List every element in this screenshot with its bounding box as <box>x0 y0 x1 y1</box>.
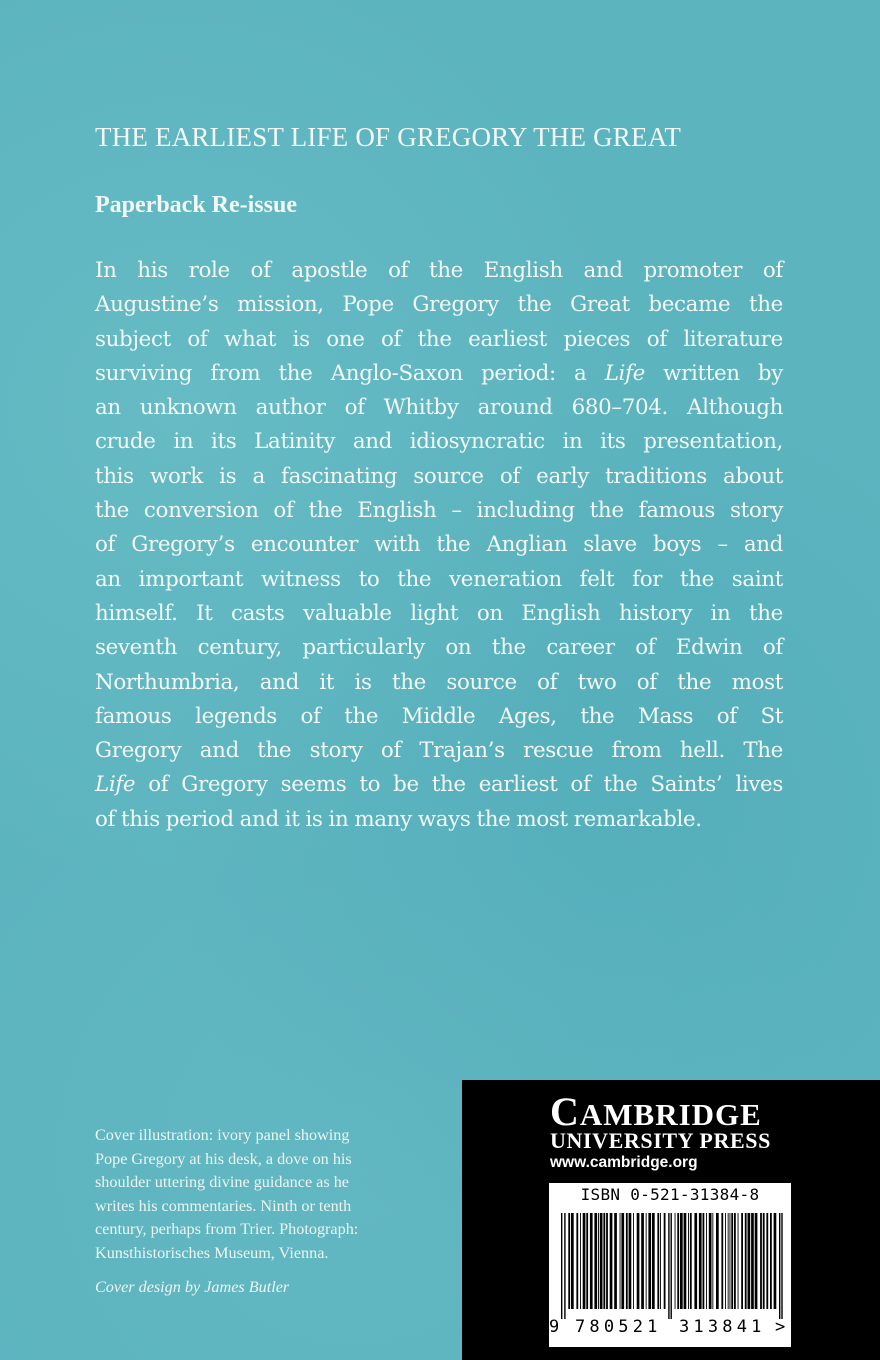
blurb-line: of Gregory’s encounter with the Anglian slave boys – and <box>95 532 783 558</box>
barcode-bar <box>652 1213 655 1309</box>
barcode-bar <box>677 1213 679 1309</box>
barcode-bar <box>657 1213 659 1309</box>
blurb-line: In his role of apostle of the English and promoter of <box>95 258 783 283</box>
blurb-line: Life of Gregory seems to be the earliest of the Saints’ lives <box>95 772 783 798</box>
cover-design-credit: Cover design by James Butler <box>95 1278 290 1296</box>
barcode-bar <box>755 1213 758 1309</box>
barcode-bar <box>734 1213 736 1309</box>
barcode-bar <box>745 1213 747 1309</box>
barcode-bar <box>688 1213 689 1309</box>
barcode-bar <box>730 1213 731 1309</box>
barcode-bar <box>648 1213 651 1309</box>
barcode-bar <box>675 1213 676 1309</box>
barcode-bar <box>576 1213 578 1309</box>
barcode-bar <box>766 1213 768 1309</box>
barcode-bar <box>781 1213 782 1319</box>
barcode-bar <box>664 1213 666 1309</box>
blurb-line: Augustine’s mission, Pope Gregory the Great became the <box>95 292 783 318</box>
barcode-bar <box>770 1213 772 1309</box>
blurb-line: an unknown author of Whitby around 680–704. Although <box>95 395 783 421</box>
barcode-bar <box>626 1213 628 1309</box>
blurb-line: himself. It casts valuable light on English history in the <box>95 600 783 626</box>
barcode-bar <box>606 1213 608 1309</box>
credit-line: Cover illustration: ivory panel showing <box>95 1126 350 1144</box>
barcode-bar <box>621 1213 624 1309</box>
blurb-line: famous legends of the Middle Ages, the Mass of St <box>95 703 783 729</box>
barcode-bar <box>633 1213 634 1309</box>
barcode-bar <box>641 1213 644 1309</box>
barcode-bar <box>614 1213 617 1309</box>
barcode-bar <box>763 1213 765 1309</box>
blurb-line: the conversion of the English – including the famous story <box>95 498 783 524</box>
barcode-bar <box>706 1213 707 1309</box>
barcode-bar <box>709 1213 712 1309</box>
barcode-bar <box>637 1213 640 1309</box>
barcode-bar <box>699 1213 702 1309</box>
barcode-bar <box>590 1213 593 1309</box>
barcode-bar <box>690 1213 692 1309</box>
barcode-bar <box>741 1213 743 1309</box>
barcode-bar <box>571 1213 574 1309</box>
edition-label: Paperback Re-issue <box>95 192 297 218</box>
blurb-line: Northumbria, and it is the source of two of the most <box>95 669 783 695</box>
blurb-line: subject of what is one of the earliest pieces of literature <box>95 326 783 352</box>
barcode-bar <box>603 1213 605 1309</box>
barcode-digit-group: 780521 <box>575 1317 662 1337</box>
barcode-bar <box>738 1213 739 1309</box>
barcode-bar <box>721 1213 723 1309</box>
barcode-bar <box>586 1213 588 1309</box>
barcode-bar <box>620 1213 621 1309</box>
barcode-bar <box>610 1213 613 1309</box>
barcode-bar <box>774 1213 777 1309</box>
barcode-bar <box>748 1213 751 1309</box>
blurb-line: surviving from the Anglo-Saxon period: a Life written by <box>95 360 784 386</box>
blurb-line: an important witness to the veneration felt for the saint <box>95 566 783 592</box>
barcode-bar <box>600 1213 603 1309</box>
blurb-line: this work is a fascinating source of early traditions about <box>95 463 783 489</box>
barcode-bar <box>580 1213 581 1309</box>
cover-illustration-credit <box>95 1124 440 1265</box>
publisher-name: CAMBRIDGE <box>550 1089 762 1134</box>
barcode-bars <box>561 1213 783 1319</box>
credit-line: Pope Gregory at his desk, a dove on his <box>95 1149 352 1168</box>
blurb-line: Gregory and the story of Trajan’s rescue from hell. The <box>95 738 783 764</box>
barcode-bar <box>598 1213 599 1309</box>
barcode-bar <box>671 1213 672 1319</box>
barcode-bar <box>716 1213 719 1309</box>
barcode-bar <box>660 1213 661 1309</box>
blurb-line: of this period and it is in many ways the most remarkable. <box>95 806 702 832</box>
barcode-bar <box>703 1213 705 1309</box>
credit-line: shoulder uttering divine guidance as he <box>95 1173 349 1191</box>
barcode-bar <box>564 1213 565 1319</box>
isbn-number: ISBN 0-521-31384-8 <box>580 1185 760 1204</box>
credit-line: writes his commentaries. Ninth or tenth <box>95 1196 352 1215</box>
credit-line: century, perhaps from Trier. Photograph: <box>95 1220 359 1238</box>
barcode-bar <box>680 1213 683 1309</box>
blurb-line: crude in its Latinity and idiosyncratic in its presentation, <box>95 429 783 455</box>
barcode-bar <box>725 1213 726 1309</box>
barcode-digit-group: > <box>775 1317 786 1337</box>
barcode-bar <box>751 1213 754 1309</box>
barcode-bar <box>728 1213 729 1309</box>
blurb-text <box>95 254 783 837</box>
barcode-bar <box>731 1213 733 1309</box>
barcode-bar <box>646 1213 647 1309</box>
publisher-subtitle: UNIVERSITY PRESS <box>550 1128 771 1153</box>
blurb-line: seventh century, particularly on the career of Edwin of <box>95 635 783 661</box>
barcode-bar <box>694 1213 697 1309</box>
publisher-url: www.cambridge.org <box>550 1154 698 1171</box>
barcode-bar <box>779 1213 780 1319</box>
barcode-bar <box>629 1213 632 1309</box>
barcode-bar <box>712 1213 713 1309</box>
barcode-digit-group: 9 <box>549 1317 560 1337</box>
isbn-barcode <box>549 1183 791 1347</box>
barcode-bar <box>561 1213 562 1319</box>
book-title: THE EARLIEST LIFE OF GREGORY THE GREAT <box>95 122 682 152</box>
barcode-digit-group: 313841 <box>679 1317 766 1337</box>
barcode-bar <box>594 1213 597 1309</box>
barcode-bar <box>668 1213 669 1319</box>
credit-line: Kunsthistorisches Museum, Vienna. <box>95 1243 329 1262</box>
barcode-bar <box>760 1213 762 1309</box>
barcode-bar <box>684 1213 687 1309</box>
barcode-bar <box>568 1213 570 1309</box>
barcode-bar <box>583 1213 586 1309</box>
